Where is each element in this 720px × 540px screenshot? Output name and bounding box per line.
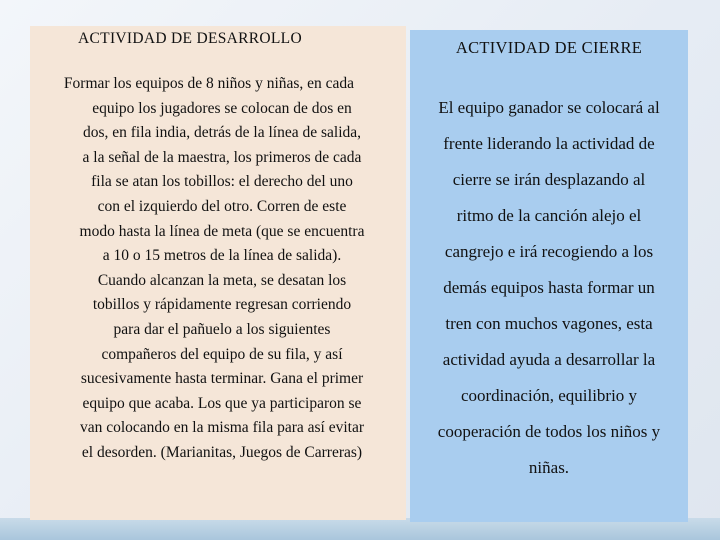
development-activity-line: a 10 o 15 metros de la línea de salida). [102,247,342,265]
development-activity-line: tobillos y rápidamente regresan corriendo [92,296,352,314]
development-activity-line: equipo los jugadores se colocan de dos en [92,99,352,117]
development-activity-text [38,72,406,466]
closing-activity-line: El equipo ganador se colocará al [438,98,660,117]
closing-activity-line: demás equipos hasta formar un [443,278,655,297]
closing-activity-line: frente liderando la actividad de [443,134,655,153]
closing-activity-line: cangrejo e irá recogiendo a los [444,242,654,261]
development-activity-title-text: ACTIVIDAD DE DESARROLLO [78,30,302,47]
closing-activity-text [410,90,688,486]
development-activity-line: para dar el pañuelo a los siguientes [113,320,331,338]
closing-activity-line: ritmo de la canción alejo el [456,206,642,225]
development-activity-line: van colocando en la misma fila para así evitar [79,419,365,437]
development-activity-line: modo hasta la línea de meta (que se encuentra [79,222,365,240]
development-activity-line: dos, en fila india, detrás de la línea de salida, [82,124,362,142]
development-activity-line: a la señal de la maestra, los primeros de cada [82,148,362,166]
closing-activity-line: coordinación, equilibrio y [460,386,638,405]
development-activity-line: el desorden. (Marianitas, Juegos de Carreras) [81,443,363,461]
development-activity-line: Cuando alcanzan la meta, se desatan los [97,271,347,289]
development-activity-line: sucesivamente hasta terminar. Gana el primer [80,370,364,388]
closing-activity-line: tren con muchos vagones, esta [445,314,653,333]
development-activity-line: equipo que acaba. Los que ya participaron se [82,394,362,412]
closing-activity-line: cooperación de todos los niños y [437,422,661,441]
development-activity-line: fila se atan los tobillos: el derecho del uno [91,173,353,191]
closing-activity-line: actividad ayuda a desarrollar la [442,350,656,369]
development-activity-line: compañeros del equipo de su fila, y así [101,345,343,363]
closing-activity-line: niñas. [528,458,570,477]
development-activity-title [30,30,406,48]
development-activity-line: Formar los equipos de 8 niños y niñas, en cada [63,75,355,92]
development-activity-line: con el izquierdo del otro. Corren de este [97,197,347,215]
closing-activity-line: cierre se irán desplazando al [452,170,646,189]
closing-activity-title: ACTIVIDAD DE CIERRE [455,38,643,57]
